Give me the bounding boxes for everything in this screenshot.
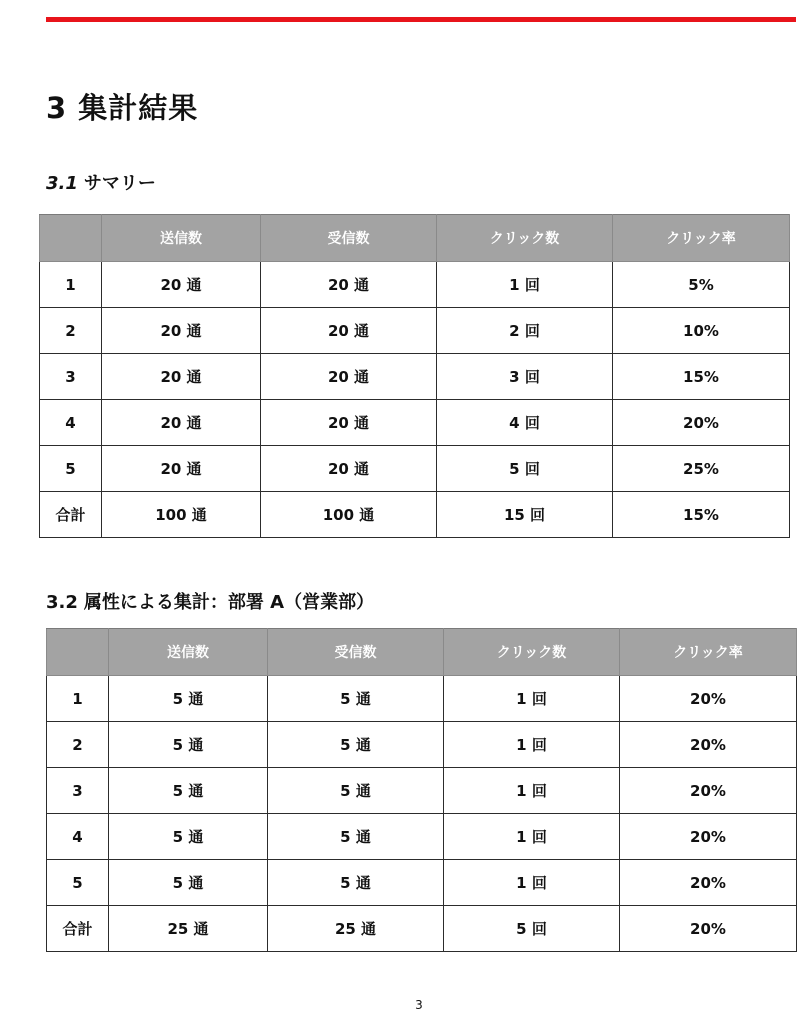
table-cell: 20 通 bbox=[102, 308, 261, 354]
table-row bbox=[40, 446, 790, 492]
row-label-cell: 2 bbox=[47, 722, 109, 768]
table-cell: 20 通 bbox=[261, 308, 437, 354]
row-label-cell: 3 bbox=[40, 354, 102, 400]
table-cell: 15% bbox=[613, 492, 790, 538]
table-row bbox=[47, 860, 797, 906]
table-cell: 5 通 bbox=[268, 676, 444, 722]
column-header: 受信数 bbox=[268, 629, 444, 676]
table-cell: 5 通 bbox=[109, 768, 268, 814]
table-row bbox=[47, 722, 797, 768]
table-cell: 5 通 bbox=[268, 860, 444, 906]
summary-table bbox=[39, 214, 790, 538]
row-label-cell: 5 bbox=[40, 446, 102, 492]
table-cell: 20 通 bbox=[261, 446, 437, 492]
table-cell: 20 通 bbox=[102, 262, 261, 308]
table-row bbox=[47, 768, 797, 814]
table-row bbox=[40, 354, 790, 400]
table-cell: 5 通 bbox=[109, 722, 268, 768]
section-title: サマリー bbox=[83, 173, 156, 194]
table-cell: 5 通 bbox=[109, 860, 268, 906]
row-label-cell: 3 bbox=[47, 768, 109, 814]
table-cell: 20% bbox=[620, 676, 797, 722]
row-label-cell: 1 bbox=[47, 676, 109, 722]
table-cell: 20% bbox=[620, 722, 797, 768]
table-row bbox=[40, 492, 790, 538]
table-cell: 5 回 bbox=[444, 906, 620, 952]
table-cell: 4 回 bbox=[437, 400, 613, 446]
table-row bbox=[40, 400, 790, 446]
table-cell: 15 回 bbox=[437, 492, 613, 538]
top-accent-rule bbox=[46, 17, 796, 22]
page-number: 3 bbox=[415, 998, 423, 1012]
table-cell: 15% bbox=[613, 354, 790, 400]
table-cell: 20 通 bbox=[261, 354, 437, 400]
column-header: 送信数 bbox=[109, 629, 268, 676]
table-cell: 5 回 bbox=[437, 446, 613, 492]
table-cell: 5 通 bbox=[109, 676, 268, 722]
column-header: 送信数 bbox=[102, 215, 261, 262]
table-row bbox=[47, 906, 797, 952]
table-cell: 1 回 bbox=[444, 722, 620, 768]
column-header: クリック率 bbox=[620, 629, 797, 676]
table-cell: 100 通 bbox=[261, 492, 437, 538]
table-cell: 20 通 bbox=[102, 354, 261, 400]
table-cell: 20% bbox=[613, 400, 790, 446]
table-cell: 5 通 bbox=[109, 814, 268, 860]
row-label-cell: 4 bbox=[40, 400, 102, 446]
table-cell: 20% bbox=[620, 768, 797, 814]
table-cell: 1 回 bbox=[437, 262, 613, 308]
table-cell: 1 回 bbox=[444, 814, 620, 860]
row-label-cell: 5 bbox=[47, 860, 109, 906]
table-cell: 5 通 bbox=[268, 722, 444, 768]
row-label-cell: 1 bbox=[40, 262, 102, 308]
table-cell: 5 通 bbox=[268, 814, 444, 860]
table-cell: 2 回 bbox=[437, 308, 613, 354]
column-header: 受信数 bbox=[261, 215, 437, 262]
row-label-cell: 合計 bbox=[40, 492, 102, 538]
table-cell: 20% bbox=[620, 906, 797, 952]
column-header: クリック数 bbox=[444, 629, 620, 676]
table-cell: 100 通 bbox=[102, 492, 261, 538]
table-row bbox=[47, 814, 797, 860]
department-a-table bbox=[46, 628, 797, 952]
column-header bbox=[40, 215, 102, 262]
column-header: クリック数 bbox=[437, 215, 613, 262]
table-cell: 25% bbox=[613, 446, 790, 492]
table-cell: 20 通 bbox=[102, 400, 261, 446]
table-cell: 25 通 bbox=[268, 906, 444, 952]
column-header bbox=[47, 629, 109, 676]
table-cell: 20 通 bbox=[261, 400, 437, 446]
table-cell: 20% bbox=[620, 860, 797, 906]
table-cell: 1 回 bbox=[444, 676, 620, 722]
row-label-cell: 2 bbox=[40, 308, 102, 354]
table-header-row bbox=[40, 215, 790, 262]
row-label-cell: 4 bbox=[47, 814, 109, 860]
section-number: 3.2 bbox=[46, 592, 78, 613]
table-cell: 10% bbox=[613, 308, 790, 354]
column-header: クリック率 bbox=[613, 215, 790, 262]
table-cell: 20% bbox=[620, 814, 797, 860]
table-row bbox=[40, 262, 790, 308]
section-heading-department-a bbox=[46, 590, 374, 616]
table-cell: 5% bbox=[613, 262, 790, 308]
table-cell: 25 通 bbox=[109, 906, 268, 952]
section-number: 3.1 bbox=[46, 173, 78, 194]
table-cell: 1 回 bbox=[444, 860, 620, 906]
section-title: 属性による集計：部署 A（営業部） bbox=[83, 592, 375, 613]
table-cell: 20 通 bbox=[261, 262, 437, 308]
table-cell: 5 通 bbox=[268, 768, 444, 814]
section-heading-summary bbox=[46, 171, 156, 197]
table-cell: 20 通 bbox=[102, 446, 261, 492]
table-row bbox=[40, 308, 790, 354]
table-header-row bbox=[47, 629, 797, 676]
table-cell: 1 回 bbox=[444, 768, 620, 814]
table-cell: 3 回 bbox=[437, 354, 613, 400]
table-row bbox=[47, 676, 797, 722]
page-title: 3 集計結果 bbox=[46, 91, 199, 125]
row-label-cell: 合計 bbox=[47, 906, 109, 952]
